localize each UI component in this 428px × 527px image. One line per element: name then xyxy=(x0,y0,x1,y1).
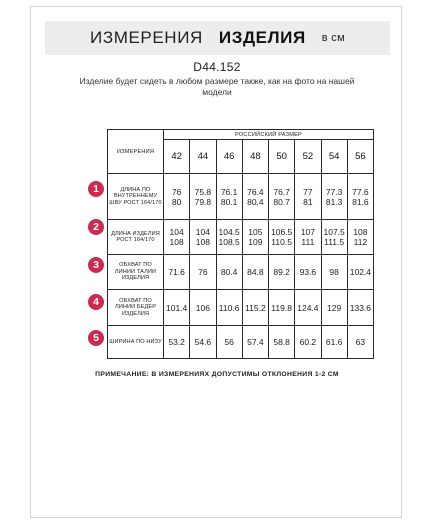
title-word-garment: ИЗДЕЛИЯ xyxy=(218,28,306,47)
value-cell: 53.2 xyxy=(164,326,190,359)
value-cell: 110.6 xyxy=(216,290,242,326)
value-cell: 56 xyxy=(216,326,242,359)
table-row xyxy=(108,290,374,326)
size-table xyxy=(107,129,374,359)
value-cell: 61.6 xyxy=(321,326,347,359)
value-cell: 76 xyxy=(190,255,216,290)
value-cell: 133.6 xyxy=(347,290,373,326)
row-label: ДЛИНА ИЗДЕЛИЯ РОСТ 164/170 xyxy=(108,220,164,255)
value-cell: 76.1 80.1 xyxy=(216,174,242,220)
row-number-badge: 4 xyxy=(88,294,104,310)
value-cell: 129 xyxy=(321,290,347,326)
value-cell: 57.4 xyxy=(242,326,268,359)
size-header-cell: 46 xyxy=(216,140,242,174)
value-cell: 76.7 80.7 xyxy=(269,174,295,220)
row-label: ОБХВАТ ПО ЛИНИИ БЕДЕР ИЗДЕЛИЯ xyxy=(108,290,164,326)
value-cell: 71.6 xyxy=(164,255,190,290)
value-cell: 77 81 xyxy=(295,174,321,220)
value-cell: 107 111 xyxy=(295,220,321,255)
value-cell: 76 80 xyxy=(164,174,190,220)
size-header-cell: 48 xyxy=(242,140,268,174)
value-cell: 119.8 xyxy=(269,290,295,326)
row-label: ШИРИНА ПО НИЗУ xyxy=(108,326,164,359)
title-unit: в см xyxy=(321,32,345,44)
value-cell: 104 108 xyxy=(190,220,216,255)
value-cell: 54.6 xyxy=(190,326,216,359)
size-chart-card xyxy=(30,6,402,518)
article-number: D44.152 xyxy=(193,60,241,74)
row-number-badge: 1 xyxy=(88,181,104,197)
tolerance-footnote: ПРИМЕЧАНИЕ: В ИЗМЕРЕНИЯХ ДОПУСТИМЫ ОТКЛОНЕНИЯ 1-2 СМ xyxy=(95,371,339,378)
value-cell: 63 xyxy=(347,326,373,359)
value-cell: 106 xyxy=(190,290,216,326)
size-header-cell: 44 xyxy=(190,140,216,174)
measurements-header: ИЗМЕРЕНИЯ xyxy=(108,130,164,174)
value-cell: 84.8 xyxy=(242,255,268,290)
value-cell: 80.4 xyxy=(216,255,242,290)
row-number-badge: 2 xyxy=(88,219,104,235)
value-cell: 104 108 xyxy=(164,220,190,255)
value-cell: 60.2 xyxy=(295,326,321,359)
value-cell: 77.3 81.3 xyxy=(321,174,347,220)
intro-note: Изделие будет сидеть в любом размере также, как на фото на нашей модели xyxy=(79,76,355,97)
title-band xyxy=(45,21,390,55)
value-cell: 101.4 xyxy=(164,290,190,326)
table-row xyxy=(108,255,374,290)
table-row xyxy=(108,220,374,255)
value-cell: 104.5 108.5 xyxy=(216,220,242,255)
value-cell: 89.2 xyxy=(269,255,295,290)
value-cell: 124.4 xyxy=(295,290,321,326)
size-header-cell: 50 xyxy=(269,140,295,174)
value-cell: 93.6 xyxy=(295,255,321,290)
row-label: ОБХВАТ ПО ЛИНИИ ТАЛИИ ИЗДЕЛИЯ xyxy=(108,255,164,290)
size-header-cell: 56 xyxy=(347,140,373,174)
value-cell: 115.2 xyxy=(242,290,268,326)
row-number-badge: 3 xyxy=(88,257,104,273)
size-system-header: РОССИЙСКИЙ РАЗМЕР xyxy=(164,130,374,140)
row-number-badge: 5 xyxy=(88,330,104,346)
value-cell: 58.8 xyxy=(269,326,295,359)
size-header-cell: 52 xyxy=(295,140,321,174)
value-cell: 102.4 xyxy=(347,255,373,290)
row-label: ДЛИНА ПО ВНУТРЕННЕМУ ШВУ РОСТ 164/170 xyxy=(108,174,164,220)
title-word-measurements: ИЗМЕРЕНИЯ xyxy=(90,28,203,47)
value-cell: 98 xyxy=(321,255,347,290)
value-cell: 107.5 111.5 xyxy=(321,220,347,255)
size-header-cell: 54 xyxy=(321,140,347,174)
value-cell: 77.6 81.6 xyxy=(347,174,373,220)
value-cell: 105 109 xyxy=(242,220,268,255)
value-cell: 108 112 xyxy=(347,220,373,255)
table-row xyxy=(108,174,374,220)
value-cell: 76.4 80.4 xyxy=(242,174,268,220)
value-cell: 75.8 79.8 xyxy=(190,174,216,220)
size-header-cell: 42 xyxy=(164,140,190,174)
value-cell: 106.5 110.5 xyxy=(269,220,295,255)
table-row xyxy=(108,326,374,359)
